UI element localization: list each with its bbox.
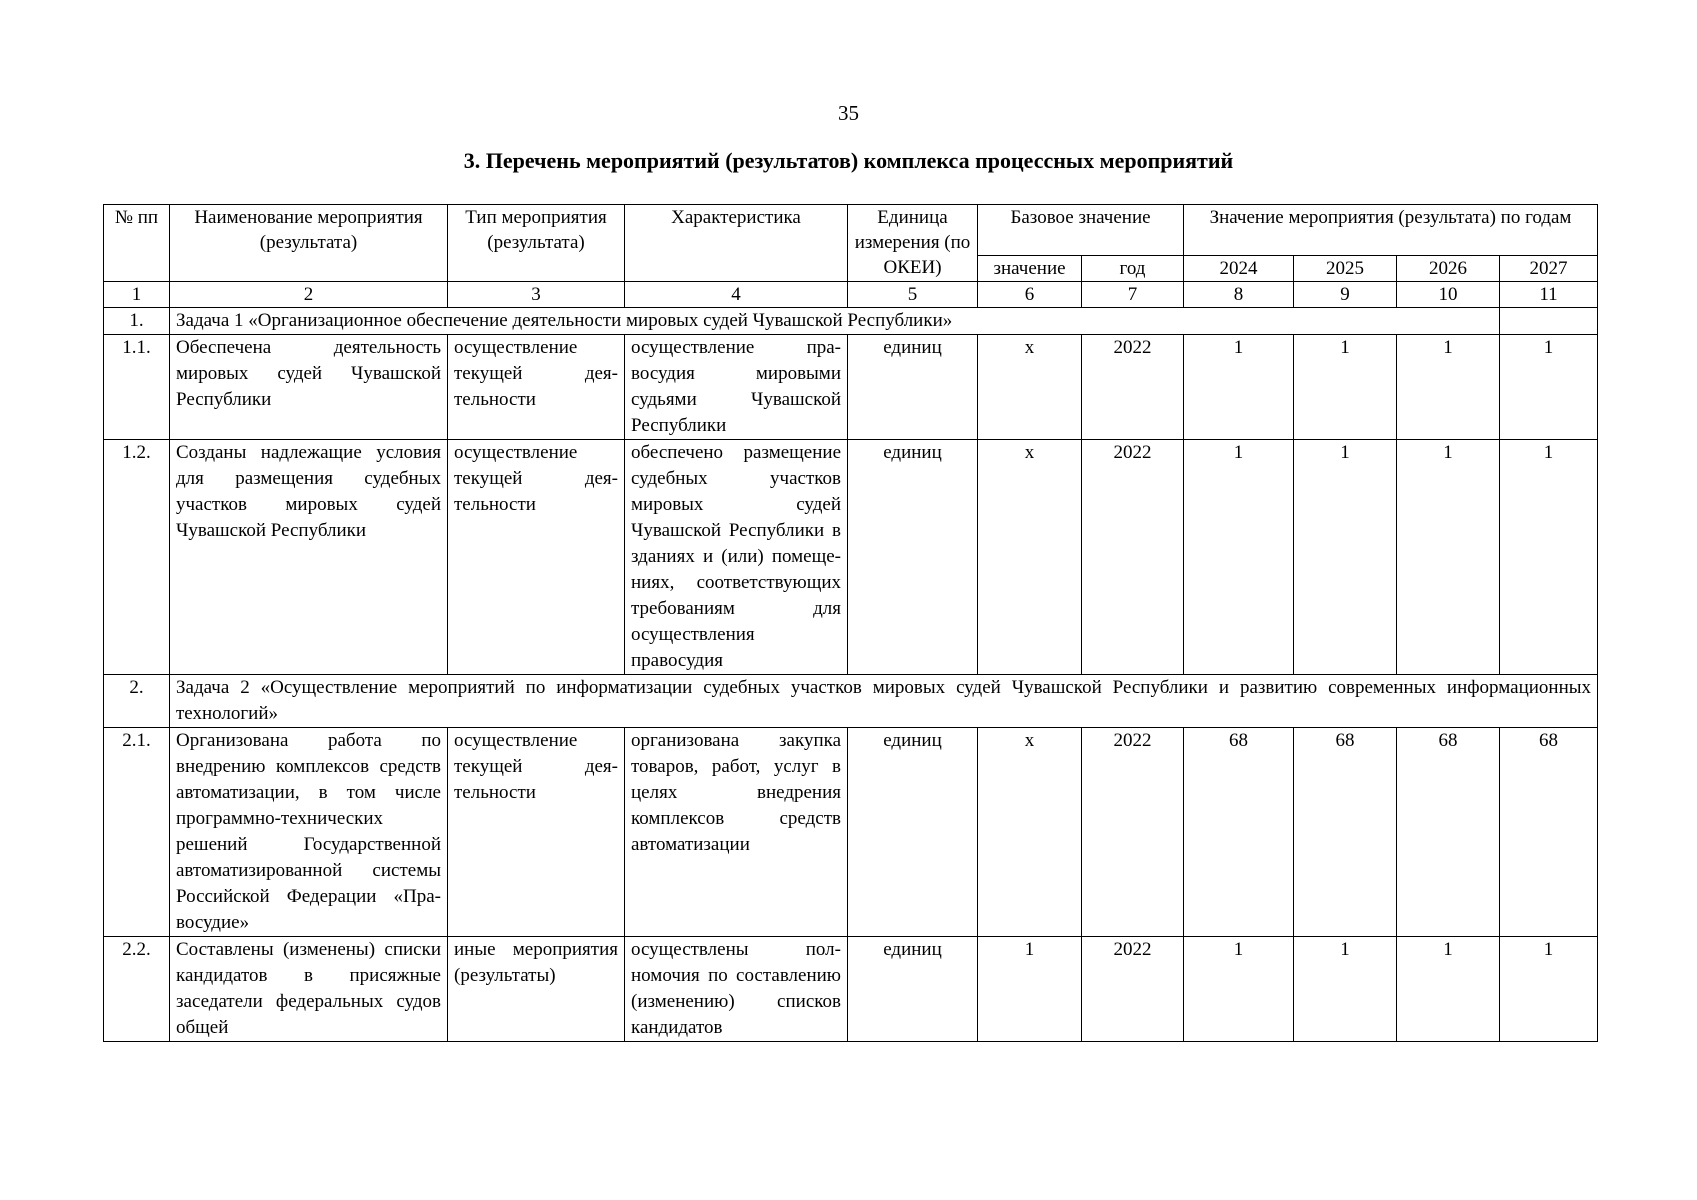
header-cell-no: № пп [104,205,170,282]
year-value: 1 [1184,335,1294,440]
year-value: 68 [1184,728,1294,937]
measure-unit: единиц [848,728,978,937]
measure-name: Обеспечена деятельность мировых судей Чувашской Республики [170,335,448,440]
row-number: 2.1. [104,728,170,937]
header-cell-type: Тип мероприятия (результата) [448,205,625,282]
table-row [104,728,1598,937]
header-cell-base: Базовое значение [978,205,1184,256]
base-year: 2022 [1082,728,1184,937]
task-title: Задача 2 «Осуществление мероприятий по информатизации судебных участков мировых судей Чувашской Республики и развитию современных информационных технологий» [170,675,1598,728]
year-value: 1 [1294,937,1397,1042]
measure-name: Созданы надлежащие условия для размещения судебных участков мировых судей Чувашской Республики [170,440,448,675]
header-row [104,205,1598,256]
column-number: 2 [170,282,448,308]
year-value: 1 [1500,335,1598,440]
measure-unit: единиц [848,937,978,1042]
year-value: 1 [1184,440,1294,675]
year-value: 1 [1500,937,1598,1042]
column-number: 4 [625,282,848,308]
year-value: 1 [1500,440,1598,675]
column-number: 1 [104,282,170,308]
header-cell-name: Наименование мероприятия (результата) [170,205,448,282]
year-value: 1 [1294,335,1397,440]
table-row [104,937,1598,1042]
base-value: х [978,335,1082,440]
year-value: 1 [1397,335,1500,440]
table-row [104,335,1598,440]
measure-type: осуществление текущей деятельности [448,335,625,440]
task-row [104,675,1598,728]
row-number: 2.2. [104,937,170,1042]
column-number: 9 [1294,282,1397,308]
measures-table [103,204,1598,1042]
measure-type: осуществление текущей деятельности [448,440,625,675]
page-title: 3. Перечень мероприятий (результатов) комплекса процессных мероприятий [463,148,1234,173]
header-cell-base-value: значение [978,256,1082,282]
year-value: 1 [1397,440,1500,675]
base-year: 2022 [1082,335,1184,440]
header-cell-year: 2024 [1184,256,1294,282]
column-number-row [104,282,1598,308]
measure-characteristic: осуществление правосудия мировыми судьями Чувашской Республики [625,335,848,440]
header-cell-characteristic: Характеристика [625,205,848,282]
measure-characteristic: обеспечено размещение судебных участков мировых судей Чувашской Республики в зданиях и (или) помещениях, соответствующих требованиям для осуществления правосудия [625,440,848,675]
base-year: 2022 [1082,937,1184,1042]
base-year: 2022 [1082,440,1184,675]
measure-type: иные мероприятия (результаты) [448,937,625,1042]
column-number: 11 [1500,282,1598,308]
base-value: х [978,728,1082,937]
column-number: 7 [1082,282,1184,308]
year-value: 68 [1397,728,1500,937]
column-number: 6 [978,282,1082,308]
row-number: 1.2. [104,440,170,675]
column-number: 3 [448,282,625,308]
page-number: 35 [838,101,859,125]
task-title: Задача 1 «Организационное обеспечение деятельности мировых судей Чувашской Республики» [170,308,1500,335]
measure-unit: единиц [848,335,978,440]
row-number: 1.1. [104,335,170,440]
table-row [104,440,1598,675]
header-cell-years: Значение мероприятия (результата) по годам [1184,205,1598,256]
measure-characteristic: организована закупка товаров, работ, услуг в целях внедрения комплексов средств автоматизации [625,728,848,937]
empty-cell [1500,308,1598,335]
measure-type: осуществление текущей деятельности [448,728,625,937]
column-number: 10 [1397,282,1500,308]
header-cell-year: 2025 [1294,256,1397,282]
row-number: 1. [104,308,170,335]
year-value: 68 [1500,728,1598,937]
measure-name: Организована работа по внедрению комплексов средств автоматизации, в том числе программно-технических решений Государственной автоматизированной системы Российской Федерации «Правосудие» [170,728,448,937]
column-number: 8 [1184,282,1294,308]
year-value: 1 [1184,937,1294,1042]
base-value: 1 [978,937,1082,1042]
base-value: х [978,440,1082,675]
measure-unit: единиц [848,440,978,675]
row-number: 2. [104,675,170,728]
header-cell-unit: Единица измерения (по ОКЕИ) [848,205,978,282]
year-value: 1 [1397,937,1500,1042]
measure-characteristic: осуществлены полномочия по составлению (изменению) списков кандидатов [625,937,848,1042]
task-row [104,308,1598,335]
header-cell-year: 2027 [1500,256,1598,282]
header-cell-base-year: год [1082,256,1184,282]
year-value: 68 [1294,728,1397,937]
year-value: 1 [1294,440,1397,675]
header-cell-year: 2026 [1397,256,1500,282]
measure-name: Составлены (изменены) списки кандидатов в присяжные заседатели федеральных судов общей [170,937,448,1042]
column-number: 5 [848,282,978,308]
